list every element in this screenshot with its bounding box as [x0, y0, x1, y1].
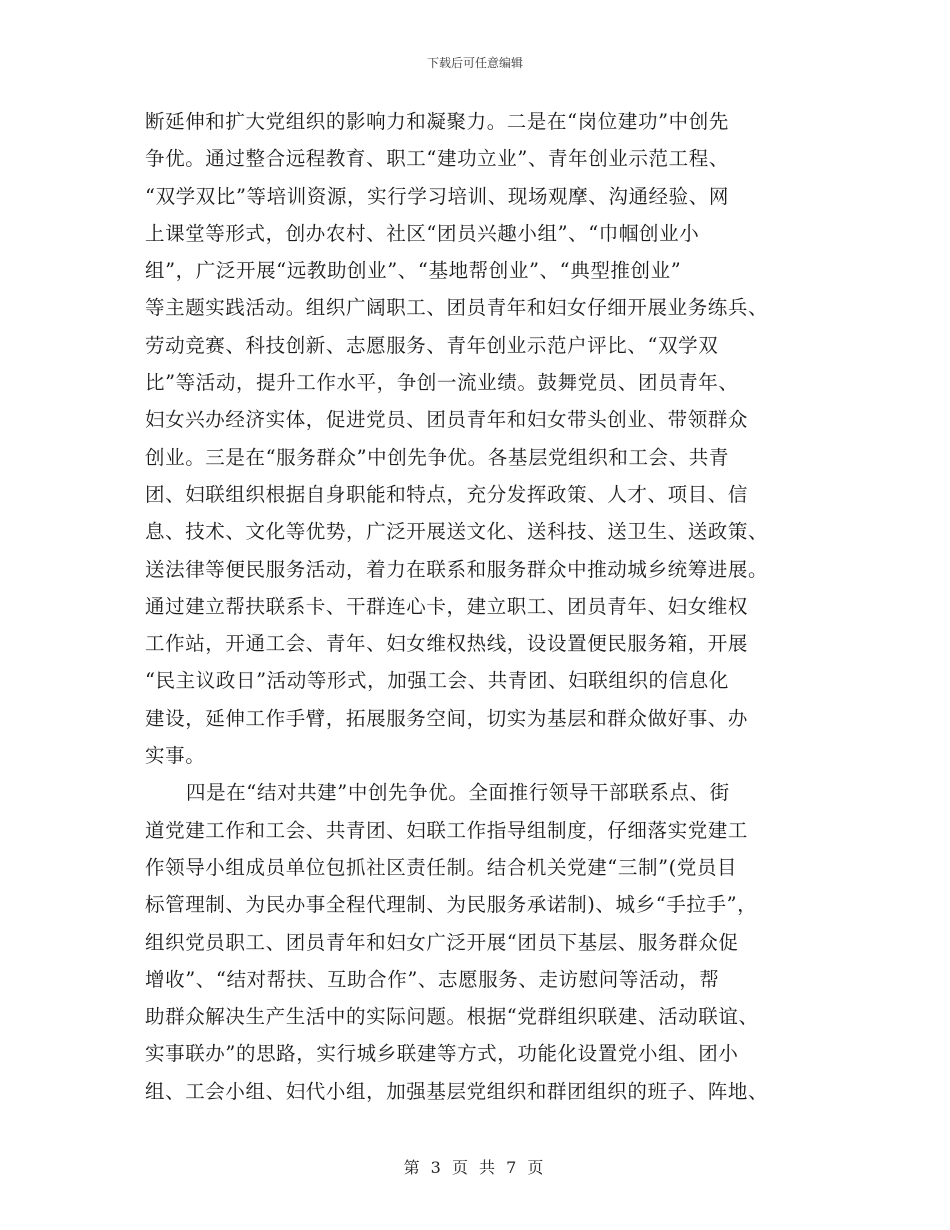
text-line: “民主议政日”活动等形式，加强工会、共青团、妇联组织的信息化 — [145, 669, 729, 693]
text-line: 通过建立帮扶联系卡、干群连心卡，建立职工、团员青年、妇女维权 — [145, 594, 749, 618]
text-line: 组织党员职工、团员青年和妇女广泛开展“团员下基层、服务群众促 — [145, 930, 739, 954]
text-line: 实事联办”的思路，实行城乡联建等方式，功能化设置党小组、团小 — [145, 1042, 739, 1066]
text-line: 劳动竞赛、科技创新、志愿服务、青年创业示范户评比、“双学双 — [145, 333, 719, 357]
text-line: 团、妇联组织根据自身职能和特点，充分发挥政策、人才、项目、信 — [145, 482, 749, 506]
text-line: 比”等活动，提升工作水平，争创一流业绩。鼓舞党员、团员青年、 — [145, 371, 739, 395]
text-line: 实事。 — [145, 744, 206, 768]
text-line: 道党建工作和工会、共青团、妇联工作指导组制度，仔细落实党建工 — [145, 818, 749, 842]
text-line: 上课堂等形式，创办农村、社区“团员兴趣小组”、“巾帼创业小 — [145, 221, 700, 245]
text-line: “双学双比”等培训资源，实行学习培训、现场观摩、沟通经验、网 — [145, 184, 729, 208]
text-line: 息、技术、文化等优势，广泛开展送文化、送科技、送卫生、送政策、 — [145, 520, 769, 544]
text-line: 建设，延伸工作手臂，拓展服务空间，切实为基层和群众做好事、办 — [145, 706, 749, 730]
text-line: 作领导小组成员单位包抓社区责任制。结合机关党建“三制”(党员目 — [145, 855, 738, 879]
text-line: 助群众解决生产生活中的实际问题。根据“党群组织联建、活动联谊、 — [145, 1005, 759, 1029]
page-header-note: 下载后可任意编辑 — [426, 56, 523, 70]
paragraph-1 — [145, 103, 813, 774]
text-line: 标管理制、为民办事全程代理制、为民服务承诺制)、城乡“手拉手”， — [145, 893, 758, 917]
text-line: 创业。三是在“服务群众”中创先争优。各基层党组织和工会、共青 — [145, 445, 729, 469]
text-line: 断延伸和扩大党组织的影响力和凝聚力。二是在“岗位建功”中创先 — [145, 110, 729, 133]
text-line: 增收”、“结对帮扶、互助合作”、志愿服务、走访慰问等活动，帮 — [145, 967, 720, 991]
paragraph-2 — [145, 774, 813, 1110]
text-line: 组、工会小组、妇代小组，加强基层党组织和群团组织的班子、阵地、 — [145, 1079, 769, 1103]
text-line: 等主题实践活动。组织广阔职工、团员青年和妇女仔细开展业务练兵、 — [145, 296, 769, 320]
text-line: 工作站，开通工会、青年、妇女维权热线，设设置便民服务箱，开展 — [145, 632, 749, 656]
text-line: 妇女兴办经济实体，促进党员、团员青年和妇女带头创业、带领群众 — [145, 408, 749, 432]
text-line: 送法律等便民服务活动，着力在联系和服务群众中推动城乡统筹进展。 — [145, 557, 769, 581]
page-number: 第 3 页 共 7 页 — [403, 1158, 547, 1177]
text-line: 四是在“结对共建”中创先争优。全面推行领导干部联系点、街 — [186, 781, 730, 805]
text-line: 组”，广泛开展“远教助创业”、“基地帮创业”、“典型推创业” — [145, 259, 682, 283]
text-line: 争优。通过整合远程教育、职工“建功立业”、青年创业示范工程、 — [145, 147, 729, 171]
document-body — [145, 103, 813, 1110]
